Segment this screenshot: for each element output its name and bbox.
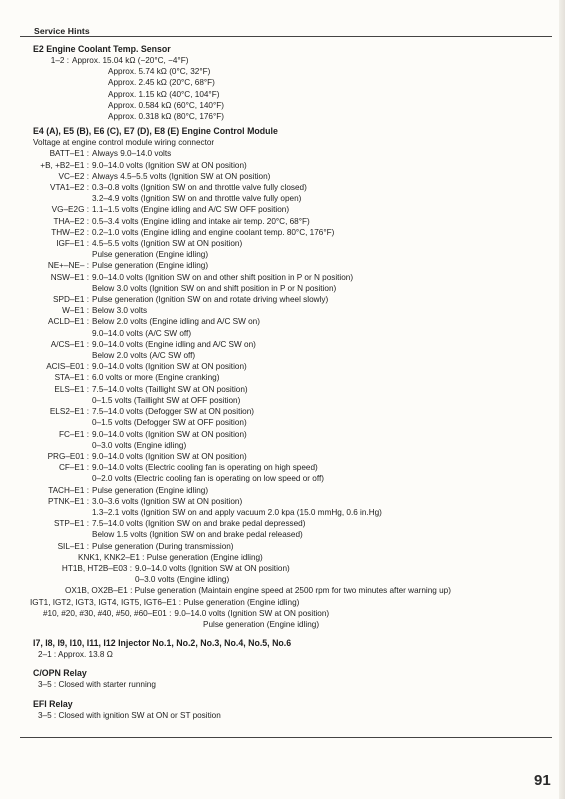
- ecm-value: Pulse generation (Ignition SW on and rotate driving wheel slowly): [92, 295, 329, 305]
- ecm-value: Below 3.0 volts (Ignition SW on and shift position in P or N position): [92, 283, 337, 293]
- ecm-value: 9.0–14.0 volts (Electric cooling fan is operating on high speed): [92, 463, 318, 473]
- ecm-value: Below 3.0 volts: [92, 306, 148, 316]
- ecm-terminal: NE+–NE– :: [47, 261, 89, 271]
- efi-line: 3–5 : Closed with ignition SW at ON or ST position: [38, 710, 221, 720]
- e2-terminal: [33, 111, 69, 122]
- e2-value: Approx. 2.45 kΩ (20°C, 68°F): [108, 78, 215, 88]
- ecm-row: [33, 473, 543, 484]
- ecm-value: 7.5–14.0 volts (Defogger SW at ON position): [92, 407, 255, 417]
- ecm-value: 0–3.0 volts (Engine idling): [92, 440, 187, 450]
- ecm-row: [33, 541, 543, 552]
- ecm-value: 0.3–0.8 volts (Ignition SW on and throttle valve fully closed): [92, 183, 307, 193]
- e2-row: [33, 89, 543, 100]
- ecm-terminal: ACIS–E01 :: [46, 362, 89, 372]
- e2-value: Approx. 0.318 kΩ (80°C, 176°F): [108, 112, 224, 122]
- e2-terminal: 1–2 :: [50, 56, 69, 65]
- ecm-terminal: THW–E2 :: [51, 227, 89, 237]
- ecm-value: 9.0–14.0 volts (Ignition SW at ON position): [92, 429, 247, 439]
- ecm-row: [33, 182, 543, 193]
- ecm-value: 0.5–3.4 volts (Engine idling and intake air temp. 20°C, 68°F): [92, 216, 310, 226]
- efi-title: EFI Relay: [33, 698, 73, 709]
- ht1-value-2: 0–3.0 volts (Engine idling): [135, 575, 230, 585]
- igt-b-row-2: [33, 619, 543, 630]
- ecm-row: [33, 529, 543, 540]
- ecm-terminal: [33, 529, 89, 540]
- ecm-row: [33, 294, 543, 305]
- e2-row: [33, 111, 543, 122]
- ecm-terminal: [33, 440, 89, 451]
- ecm-value: 9.0–14.0 volts (Ignition SW at ON position): [92, 160, 247, 170]
- ecm-terminal: IGF–E1 :: [56, 239, 89, 249]
- ecm-value: 9.0–14.0 volts (Ignition SW at ON position): [92, 451, 247, 461]
- igt-b-value-2: Pulse generation (Engine idling): [203, 619, 320, 629]
- ecm-row: [33, 429, 543, 440]
- ecm-title: E4 (A), E5 (B), E6 (C), E7 (D), E8 (E) Engine Control Module: [33, 126, 278, 137]
- ecm-subtitle: Voltage at engine control module wiring connector: [33, 138, 215, 148]
- ecm-terminal: SPD–E1 :: [53, 295, 89, 305]
- ecm-row: [33, 350, 543, 361]
- ecm-terminal: [33, 249, 89, 260]
- ecm-row: [33, 227, 543, 238]
- e2-terminal: [33, 66, 69, 77]
- ht1-terminal: HT1B, HT2B–E03 :: [61, 563, 132, 573]
- ecm-value: 7.5–14.0 volts (Taillight SW at ON position): [92, 384, 248, 394]
- ecm-value: Pulse generation (During transmission): [92, 541, 234, 551]
- ecm-row: [33, 216, 543, 227]
- ecm-value: Pulse generation (Engine idling): [92, 261, 209, 271]
- igt-row: [30, 597, 543, 608]
- page-number: 91: [534, 772, 551, 789]
- ox-text: OX1B, OX2B–E1 : Pulse generation (Maintain engine speed at 2500 rpm for two minutes after warning up): [65, 586, 451, 596]
- service-hints-heading: Service Hints: [30, 26, 94, 36]
- ecm-value: 7.5–14.0 volts (Ignition SW on and brake pedal depressed): [92, 519, 306, 529]
- ecm-value: 3.2–4.9 volts (Ignition SW on and throttle valve fully open): [92, 194, 302, 204]
- ecm-terminal: FC–E1 :: [58, 429, 89, 439]
- e2-row: [33, 77, 543, 88]
- ecm-terminal: [33, 395, 89, 406]
- ecm-value: 0–2.0 volts (Electric cooling fan is operating on low speed or off): [92, 474, 324, 484]
- ecm-value: 9.0–14.0 volts (Ignition SW on and other shift position in P or N position): [92, 272, 354, 282]
- ecm-terminal: [33, 283, 89, 294]
- ecm-row: [33, 451, 543, 462]
- ecm-terminal: PRG–E01 :: [47, 451, 89, 461]
- ecm-terminal: [33, 328, 89, 339]
- ht1-value: 9.0–14.0 volts (Ignition SW at ON position): [135, 563, 290, 573]
- ecm-row: [33, 305, 543, 316]
- ecm-terminal: +B, +B2–E1 :: [40, 160, 89, 170]
- ecm-terminal: VG–E2G :: [51, 205, 89, 215]
- ecm-value: 0–1.5 volts (Defogger SW at OFF position): [92, 418, 247, 428]
- ecm-value: Always 9.0–14.0 volts: [92, 149, 172, 159]
- ecm-terminal: THA–E2 :: [53, 216, 89, 226]
- ecm-row: [33, 249, 543, 260]
- copn-row: [33, 679, 543, 690]
- ecm-row: [33, 283, 543, 294]
- e2-terminal: [33, 77, 69, 88]
- ht1-row-2: [33, 574, 543, 585]
- ht1-row: [33, 563, 543, 574]
- copn-title: C/OPN Relay: [33, 668, 87, 679]
- e2-value: Approx. 1.15 kΩ (40°C, 104°F): [108, 89, 220, 99]
- igt-text: IGT1, IGT2, IGT3, IGT4, IGT5, IGT6–E1 : Pulse generation (Engine idling): [30, 597, 300, 607]
- ecm-row: [33, 372, 543, 383]
- ecm-terminal: A/CS–E1 :: [50, 339, 89, 349]
- efi-row: [33, 710, 543, 721]
- ecm-row: [33, 316, 543, 327]
- knk-row: [33, 552, 543, 563]
- ecm-row: [33, 272, 543, 283]
- ecm-terminal: [33, 507, 89, 518]
- ecm-terminal: NSW–E1 :: [50, 272, 89, 282]
- ecm-row: [33, 328, 543, 339]
- ecm-terminal: [33, 473, 89, 484]
- ecm-rows: [33, 148, 543, 551]
- ecm-value: Below 1.5 volts (Ignition SW on and brake pedal released): [92, 530, 303, 540]
- copn-line: 3–5 : Closed with starter running: [38, 680, 156, 690]
- ecm-row: [33, 160, 543, 171]
- ecm-value: Pulse generation (Engine idling): [92, 250, 209, 260]
- e2-row: [33, 55, 543, 66]
- igt-b-value: 9.0–14.0 volts (Ignition SW at ON position): [174, 608, 330, 618]
- ecm-row: [33, 507, 543, 518]
- ecm-row: [33, 361, 543, 372]
- ecm-value: Pulse generation (Engine idling): [92, 485, 209, 495]
- ecm-value: Below 2.0 volts (A/C SW off): [92, 351, 196, 361]
- ecm-row: [33, 462, 543, 473]
- e2-row: [33, 66, 543, 77]
- ecm-terminal: VTA1–E2 :: [50, 183, 89, 193]
- e2-terminal: [33, 89, 69, 100]
- ox-row: [33, 585, 543, 596]
- ecm-terminal: ELS–E1 :: [54, 384, 89, 394]
- ecm-row: [33, 440, 543, 451]
- e2-value: Approx. 5.74 kΩ (0°C, 32°F): [108, 67, 211, 77]
- ecm-row: [33, 384, 543, 395]
- ecm-value: 9.0–14.0 volts (Ignition SW at ON position): [92, 362, 247, 372]
- ecm-value: 6.0 volts or more (Engine cranking): [92, 373, 220, 383]
- ecm-value: 1.3–2.1 volts (Ignition SW on and apply vacuum 2.0 kpa (15.0 mmHg, 0.6 in.Hg): [92, 507, 382, 517]
- ecm-row: [33, 148, 543, 159]
- ecm-terminal: ELS2–E1 :: [49, 407, 89, 417]
- ecm-terminal: CF–E1 :: [58, 463, 89, 473]
- ecm-terminal: SIL–E1 :: [57, 541, 89, 551]
- ecm-value: 9.0–14.0 volts (A/C SW off): [92, 328, 192, 338]
- ecm-value: 3.0–3.6 volts (Ignition SW at ON position): [92, 496, 243, 506]
- ecm-value: Always 4.5–5.5 volts (Ignition SW at ON position): [92, 171, 271, 181]
- ecm-terminal: [33, 350, 89, 361]
- ecm-terminal: TACH–E1 :: [48, 485, 89, 495]
- ecm-value: 1.1–1.5 volts (Engine idling and A/C SW OFF position): [92, 205, 290, 215]
- ecm-row: [33, 518, 543, 529]
- ecm-row: [33, 496, 543, 507]
- ecm-terminal: [33, 193, 89, 204]
- ecm-row: [33, 193, 543, 204]
- ecm-terminal: VC–E2 :: [58, 171, 89, 181]
- ecm-row: [33, 204, 543, 215]
- igt-b-terminal: #10, #20, #30, #40, #50, #60–E01 :: [43, 608, 172, 618]
- ecm-value: Below 2.0 volts (Engine idling and A/C SW on): [92, 317, 260, 327]
- injector-row: [33, 649, 543, 660]
- ecm-row: [33, 260, 543, 271]
- injector-line: 2–1 : Approx. 13.8 Ω: [38, 650, 113, 660]
- igt-b-row: [33, 608, 543, 619]
- e2-value: Approx. 15.04 kΩ (−20°C, −4°F): [72, 56, 189, 65]
- ecm-row: [33, 417, 543, 428]
- injector-title: I7, I8, I9, I10, I11, I12 Injector No.1, No.2, No.3, No.4, No.5, No.6: [33, 638, 292, 649]
- ecm-value: 9.0–14.0 volts (Engine idling and A/C SW on): [92, 339, 256, 349]
- ecm-terminal: [33, 417, 89, 428]
- e2-value: Approx. 0.584 kΩ (60°C, 140°F): [108, 100, 224, 110]
- e2-title: E2 Engine Coolant Temp. Sensor: [33, 44, 171, 54]
- ecm-terminal: W–E1 :: [62, 306, 89, 316]
- ecm-value: 0.2–1.0 volts (Engine idling and engine coolant temp. 80°C, 176°F): [92, 227, 335, 237]
- e2-rows: [33, 55, 543, 122]
- ecm-row: [33, 485, 543, 496]
- ecm-row: [33, 238, 543, 249]
- ecm-terminal: BATT–E1 :: [49, 149, 89, 159]
- e2-terminal: [33, 100, 69, 111]
- ecm-value: 4.5–5.5 volts (Ignition SW at ON position): [92, 239, 243, 249]
- service-hints-content: [30, 40, 543, 721]
- ecm-row: [33, 171, 543, 182]
- ecm-terminal: STA–E1 :: [54, 373, 89, 383]
- ecm-terminal: STP–E1 :: [53, 519, 89, 529]
- ecm-row: [33, 406, 543, 417]
- ecm-value: 0–1.5 volts (Taillight SW at OFF position): [92, 395, 241, 405]
- ecm-row: [33, 395, 543, 406]
- e2-row: [33, 100, 543, 111]
- ecm-terminal: ACLD–E1 :: [48, 317, 89, 327]
- knk-text: KNK1, KNK2–E1 : Pulse generation (Engine idling): [78, 552, 263, 562]
- ecm-row: [33, 339, 543, 350]
- ecm-terminal: PTNK–E1 :: [48, 496, 89, 506]
- page-edge: [559, 0, 565, 799]
